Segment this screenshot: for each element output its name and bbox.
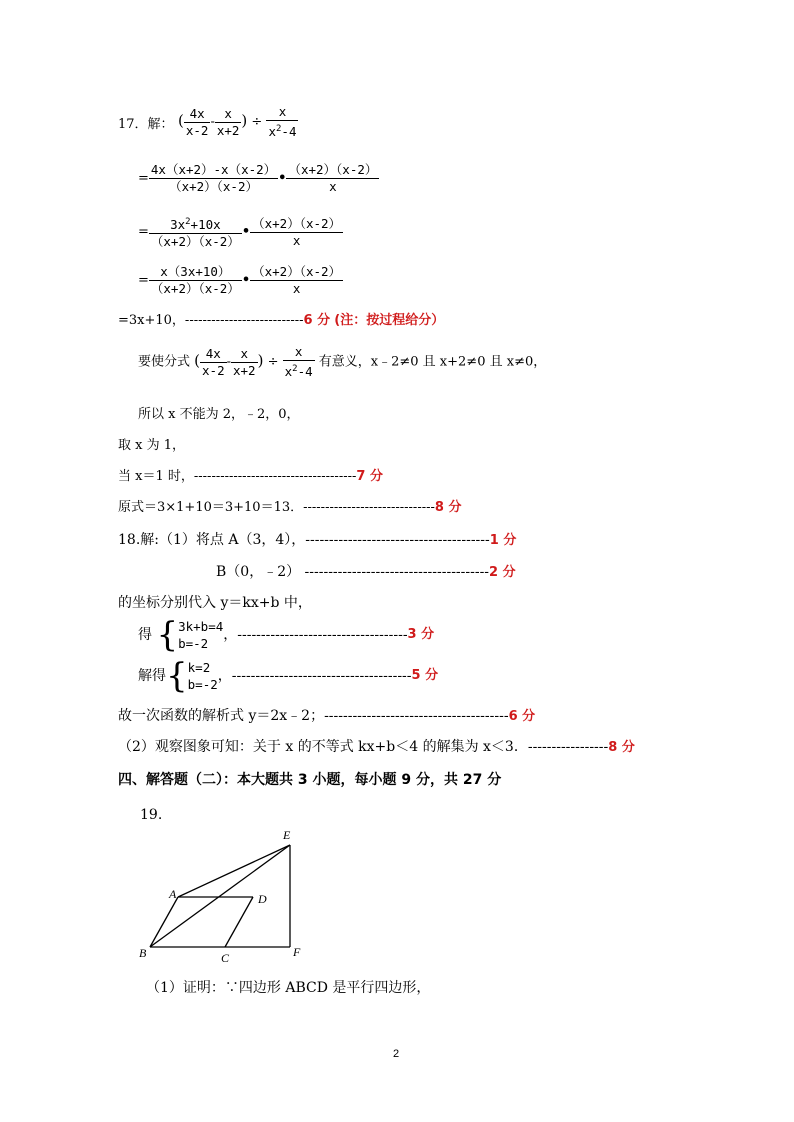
point-a-label: A: [169, 887, 177, 901]
q17-line7: 所以 x 不能为 2，﹣2，0，: [138, 407, 300, 422]
score: 7 分: [356, 469, 383, 484]
point-c-label: C: [221, 951, 230, 965]
q18-line4: 得 { 3k+b=4 b=-2 ，------------------------------------3 分: [138, 615, 435, 655]
q19-label: 19.: [140, 807, 163, 823]
q17-line1: ( $\frac{4x}{x-2}$ - $\frac{x}{x+2}$ ) ÷ $\frac{x}{x^2-4}$: [178, 104, 297, 140]
q18-line6: 故一次函数的解析式 y＝2x﹣2；---------------------------------------6 分: [118, 708, 536, 724]
score: 8 分: [434, 500, 462, 515]
page-number: 2: [393, 1048, 400, 1060]
point-f-label: F: [293, 945, 301, 959]
geometry-figure: [130, 826, 310, 966]
q18-line2: B（0，﹣2） ---------------------------------------2 分: [216, 564, 516, 580]
score: 6 分: [508, 709, 536, 724]
q17-line5: =3x+10，---------------------------6 分 (注：按过程给分）: [118, 313, 445, 328]
q17-line10: 原式＝3×1+10＝3+10＝13．------------------------------8 分: [118, 500, 462, 515]
point-e-label: E: [283, 828, 291, 842]
score: 8 分: [608, 740, 635, 755]
q18-line1: 18.解:（1）将点 A（3，4），---------------------------------------1 分: [118, 532, 517, 548]
q17-line2: = $\frac{4x(x+2)-x(x-2)}{(x+2)(x-2)}$ • $\frac{(x+2)(x-2)}{x}$: [138, 162, 378, 194]
point-d-label: D: [258, 892, 267, 906]
q19-proof: （1）证明：∵四边形 ABCD 是平行四边形，: [146, 980, 431, 996]
q17-label: 17．解：: [118, 117, 174, 132]
q18-line3: 的坐标分别代入 y＝kx+b 中，: [118, 595, 312, 611]
q17-line6: 要使分式 ( $\frac{4x}{x-2}$ - $\frac{x}{x+2}$ ) ÷ $\frac{x}{x^2-4}$ 有意义，x﹣2≠0 且 x+2≠0 且 x≠0，: [138, 344, 547, 380]
score: 6 分: [303, 313, 331, 328]
score: 5 分: [411, 668, 439, 683]
q17-line4: = $\frac{x(3x+10)}{(x+2)(x-2)}$ • $\frac{(x+2)(x-2)}{x}$: [138, 264, 342, 296]
q17-line9: 当 x＝1 时，-------------------------------------7 分: [118, 469, 383, 484]
q17-line8: 取 x 为 1，: [118, 438, 185, 453]
score-note: (注：按过程给分）: [334, 313, 445, 328]
q17-line3: = $\frac{3x^2+10x}{(x+2)(x-2)}$ • $\frac{(x+2)(x-2)}{x}$: [138, 215, 342, 250]
point-b-label: B: [139, 946, 147, 960]
q18-line7: （2）观察图象可知：关于 x 的不等式 kx+b＜4 的解集为 x＜3．-----------------8 分: [118, 739, 635, 755]
score: 2 分: [489, 565, 516, 580]
section-heading: 四、解答题（二）：本大题共 3 小题，每小题 9 分，共 27 分: [118, 772, 502, 788]
score: 3 分: [407, 627, 435, 642]
q18-line5: 解得{ k=2 b=-2 ，--------------------------------------5 分: [138, 656, 439, 696]
score: 1 分: [489, 533, 517, 548]
